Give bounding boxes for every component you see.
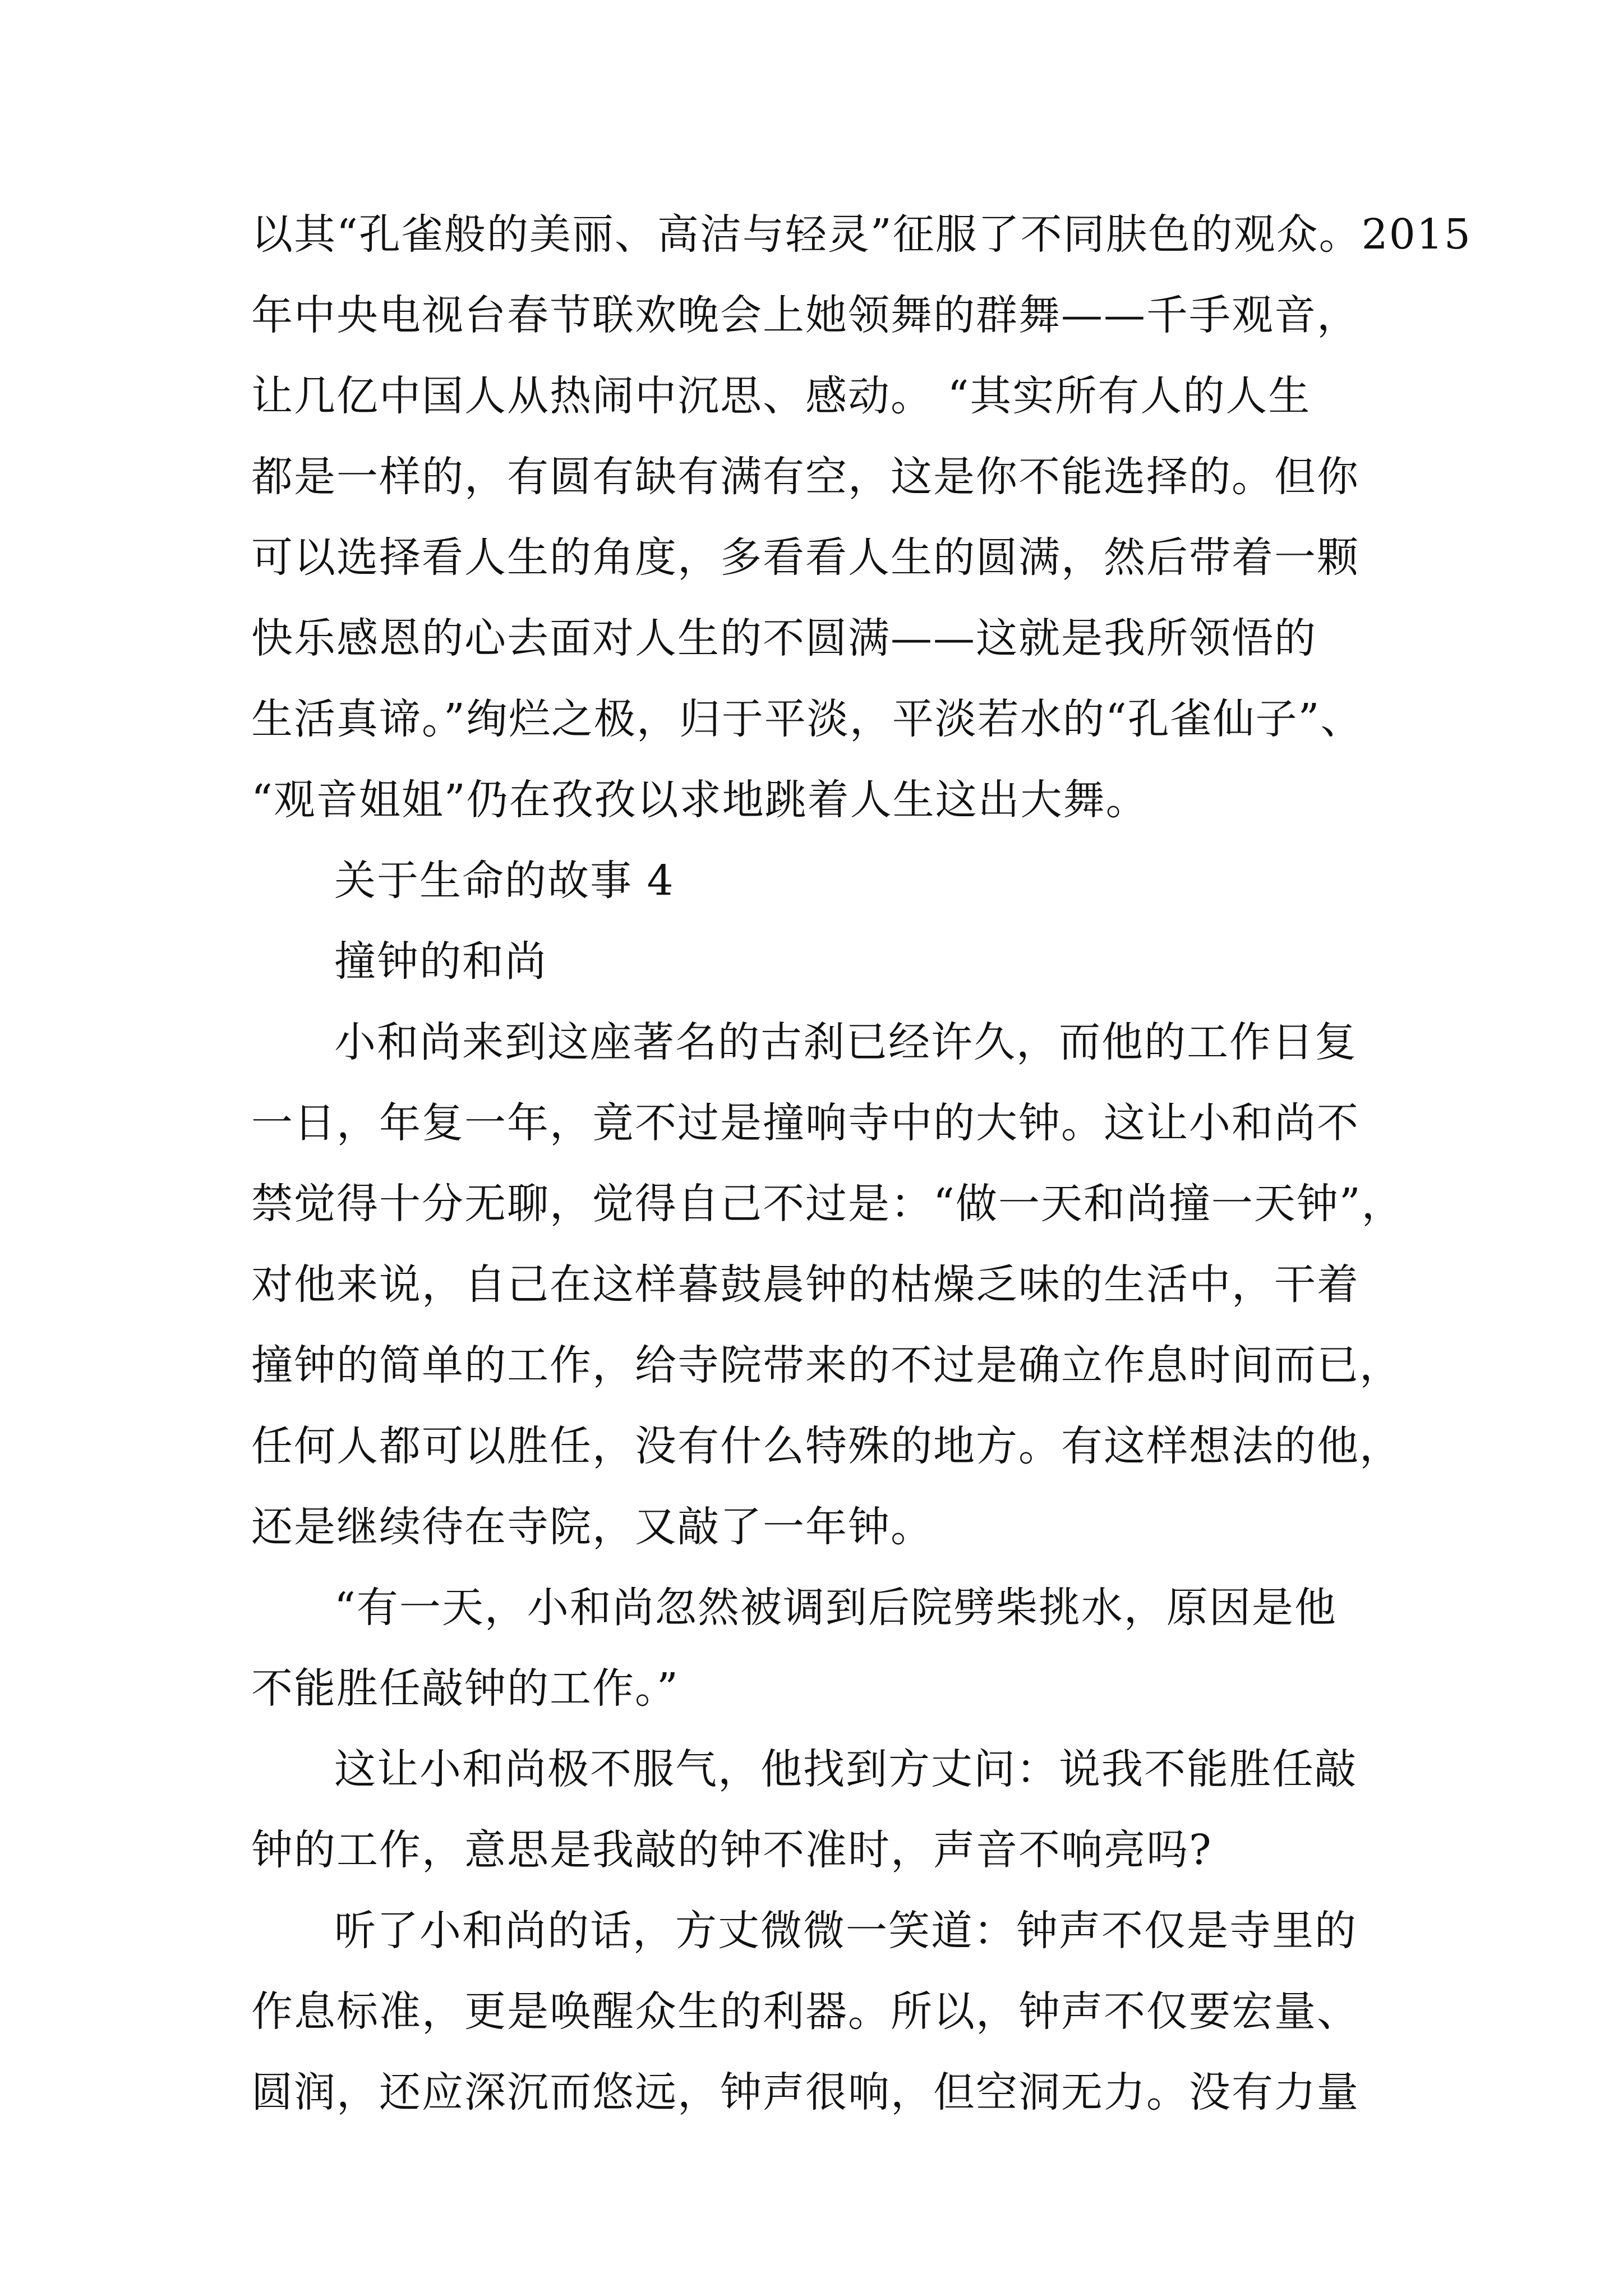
paragraph-2-line-1: 小和尚来到这座著名的古刹已经许久，而他的工作日复 xyxy=(334,1018,1357,1066)
paragraph-2-line-4: 对他来说，自己在这样暮鼓晨钟的枯燥乏味的生活中，干着 xyxy=(251,1260,1359,1309)
paragraph-1-line-1: 以其“孔雀般的美丽、高洁与轻灵”征服了不同肤色的观众。2015 xyxy=(251,210,1472,259)
paragraph-2-line-2: 一日，年复一年，竟不过是撞响寺中的大钟。这让小和尚不 xyxy=(251,1099,1359,1147)
paragraph-1-line-4: 都是一样的，有圆有缺有满有空，这是你不能选择的。但你 xyxy=(251,453,1359,501)
paragraph-2-line-6: 任何人都可以胜任，没有什么特殊的地方。有这样想法的他， xyxy=(251,1422,1402,1470)
section-heading: 关于生命的故事 4 xyxy=(334,857,675,905)
paragraph-5-line-2: 作息标准，更是唤醒众生的利器。所以，钟声不仅要宏量、 xyxy=(251,1987,1359,2036)
paragraph-1-line-5: 可以选择看人生的角度，多看看人生的圆满，然后带着一颗 xyxy=(251,533,1359,582)
paragraph-2-line-7: 还是继续待在寺院，又敲了一年钟。 xyxy=(251,1503,933,1551)
paragraph-1-line-2: 年中央电视台春节联欢晚会上她领舞的群舞——千手观音， xyxy=(251,291,1359,339)
paragraph-4-line-2: 钟的工作，意思是我敲的钟不准时，声音不响亮吗? xyxy=(251,1826,1212,1874)
paragraph-2-line-5: 撞钟的简单的工作，给寺院带来的不过是确立作息时间而已， xyxy=(251,1341,1402,1389)
paragraph-1-line-8: “观音姐姐”仍在孜孜以求地跳着人生这出大舞。 xyxy=(251,776,1149,824)
paragraph-3-line-2: 不能胜任敲钟的工作。” xyxy=(251,1664,679,1713)
paragraph-1-line-7: 生活真谛。”绚烂之极，归于平淡，平淡若水的“孔雀仙子”、 xyxy=(251,695,1363,743)
paragraph-3-line-1: “有一天，小和尚忽然被调到后院劈柴挑水，原因是他 xyxy=(334,1584,1337,1632)
paragraph-1-line-6: 快乐感恩的心去面对人生的不圆满——这就是我所领悟的 xyxy=(251,614,1317,662)
paragraph-5-line-1: 听了小和尚的话，方丈微微一笑道：钟声不仅是寺里的 xyxy=(334,1907,1357,1955)
story-title: 撞钟的和尚 xyxy=(334,937,547,986)
paragraph-1-line-3: 让几亿中国人从热闹中沉思、感动。 “其实所有人的人生 xyxy=(251,372,1311,420)
paragraph-4-line-1: 这让小和尚极不服气，他找到方丈问：说我不能胜任敲 xyxy=(334,1745,1357,1793)
paragraph-5-line-3: 圆润，还应深沉而悠远，钟声很响，但空洞无力。没有力量 xyxy=(251,2068,1359,2116)
paragraph-2-line-3: 禁觉得十分无聊，觉得自己不过是：“做一天和尚撞一天钟”， xyxy=(251,1180,1404,1228)
